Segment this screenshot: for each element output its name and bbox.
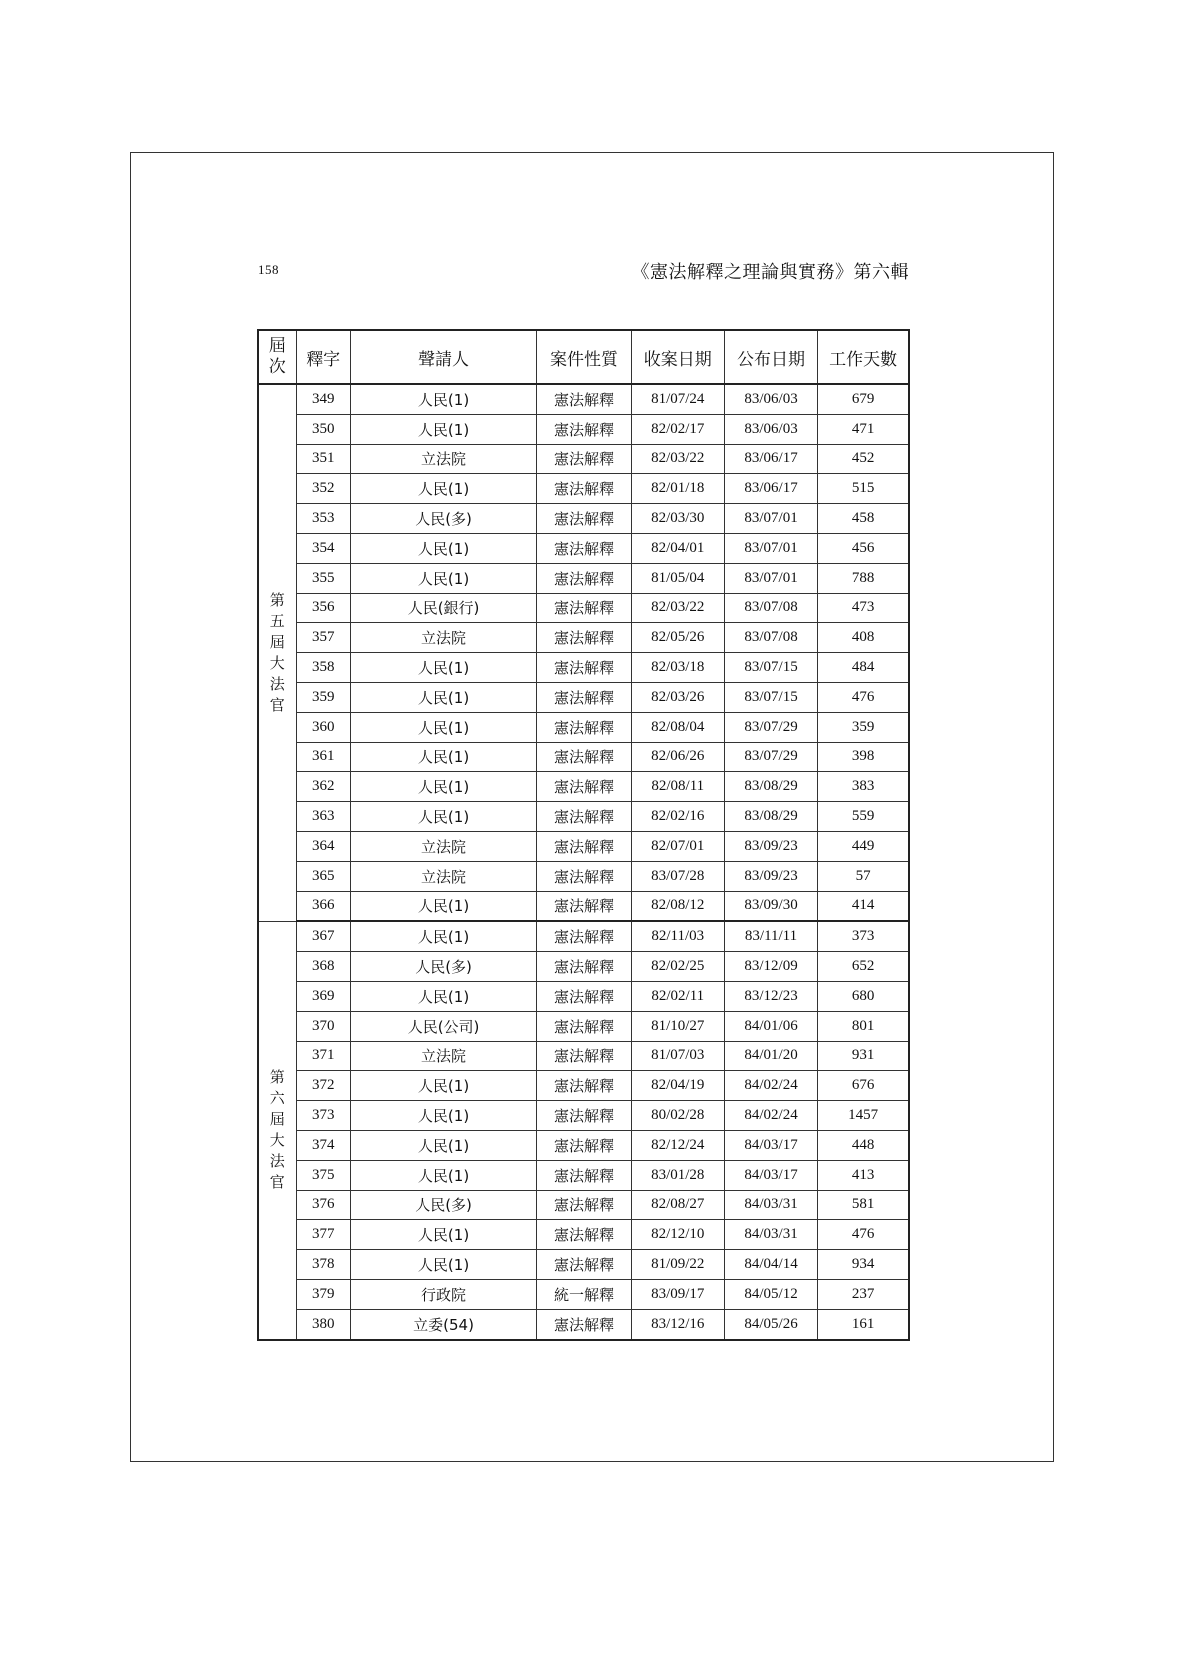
cell-received: 82/08/12 [631, 891, 724, 921]
table-row [258, 1190, 909, 1220]
cell-case-type: 憲法解釋 [537, 414, 631, 444]
cell-no: 355 [296, 563, 350, 593]
cell-received: 81/05/04 [631, 563, 724, 593]
table-row [258, 623, 909, 653]
cell-received: 82/02/17 [631, 414, 724, 444]
cell-no: 377 [296, 1220, 350, 1250]
cell-published: 83/06/03 [724, 414, 817, 444]
table-row [258, 742, 909, 772]
cell-days: 408 [818, 623, 909, 653]
table-row [258, 952, 909, 982]
cell-days: 1457 [818, 1101, 909, 1131]
cell-no: 357 [296, 623, 350, 653]
cell-published: 83/12/23 [724, 981, 817, 1011]
cell-days: 581 [818, 1190, 909, 1220]
cell-days: 161 [818, 1309, 909, 1339]
cell-case-type: 憲法解釋 [537, 981, 631, 1011]
cell-published: 84/03/31 [724, 1190, 817, 1220]
cell-no: 349 [296, 384, 350, 414]
cell-no: 370 [296, 1011, 350, 1041]
cell-published: 83/09/23 [724, 831, 817, 861]
cell-case-type: 憲法解釋 [537, 1190, 631, 1220]
cell-case-type: 憲法解釋 [537, 533, 631, 563]
cell-case-type: 憲法解釋 [537, 1130, 631, 1160]
cell-no: 364 [296, 831, 350, 861]
cell-days: 931 [818, 1041, 909, 1071]
cell-case-type: 憲法解釋 [537, 1041, 631, 1071]
cell-no: 359 [296, 682, 350, 712]
table-row [258, 921, 909, 951]
cell-received: 82/08/27 [631, 1190, 724, 1220]
cell-days: 515 [818, 474, 909, 504]
cell-days: 237 [818, 1279, 909, 1309]
cell-published: 83/06/17 [724, 474, 817, 504]
table-row [258, 1160, 909, 1190]
cell-case-type: 憲法解釋 [537, 563, 631, 593]
cell-days: 476 [818, 682, 909, 712]
cell-no: 372 [296, 1071, 350, 1101]
table-row [258, 891, 909, 921]
cell-petitioner: 立委(54) [350, 1309, 537, 1339]
table-header-row [258, 330, 909, 384]
table-row [258, 384, 909, 414]
table-row [258, 1011, 909, 1041]
cell-petitioner: 立法院 [350, 861, 537, 891]
cell-received: 82/02/25 [631, 952, 724, 982]
term-cell [258, 384, 296, 921]
cell-received: 81/07/24 [631, 384, 724, 414]
header-case-type: 案件性質 [537, 330, 631, 384]
cell-days: 383 [818, 772, 909, 802]
cell-case-type: 憲法解釋 [537, 593, 631, 623]
cell-petitioner: 人民(多) [350, 504, 537, 534]
cell-days: 679 [818, 384, 909, 414]
cell-received: 83/01/28 [631, 1160, 724, 1190]
cell-case-type: 憲法解釋 [537, 682, 631, 712]
cell-published: 84/04/14 [724, 1250, 817, 1280]
table-row [258, 1041, 909, 1071]
cell-case-type: 憲法解釋 [537, 831, 631, 861]
table-row [258, 1071, 909, 1101]
cell-no: 366 [296, 891, 350, 921]
cell-case-type: 憲法解釋 [537, 384, 631, 414]
cell-days: 473 [818, 593, 909, 623]
cell-petitioner: 人民(1) [350, 414, 537, 444]
cell-case-type: 憲法解釋 [537, 444, 631, 474]
cell-no: 379 [296, 1279, 350, 1309]
cell-received: 82/06/26 [631, 742, 724, 772]
cell-days: 414 [818, 891, 909, 921]
cell-case-type: 憲法解釋 [537, 1250, 631, 1280]
cell-petitioner: 行政院 [350, 1279, 537, 1309]
page-number: 158 [258, 262, 279, 277]
cell-no: 371 [296, 1041, 350, 1071]
cell-case-type: 憲法解釋 [537, 891, 631, 921]
header-petitioner: 聲請人 [350, 330, 537, 384]
cell-received: 83/09/17 [631, 1279, 724, 1309]
cell-received: 82/12/24 [631, 1130, 724, 1160]
cell-no: 350 [296, 414, 350, 444]
cell-petitioner: 人民(1) [350, 772, 537, 802]
cell-days: 484 [818, 653, 909, 683]
cell-received: 82/08/11 [631, 772, 724, 802]
cell-published: 84/05/12 [724, 1279, 817, 1309]
cell-days: 452 [818, 444, 909, 474]
cell-published: 84/03/17 [724, 1130, 817, 1160]
cell-no: 374 [296, 1130, 350, 1160]
cell-no: 369 [296, 981, 350, 1011]
cell-days: 448 [818, 1130, 909, 1160]
cell-received: 82/08/04 [631, 712, 724, 742]
cell-case-type: 憲法解釋 [537, 1160, 631, 1190]
header-received: 收案日期 [631, 330, 724, 384]
cell-published: 83/08/29 [724, 802, 817, 832]
cell-case-type: 憲法解釋 [537, 742, 631, 772]
cell-no: 373 [296, 1101, 350, 1131]
table-row [258, 1130, 909, 1160]
cell-case-type: 憲法解釋 [537, 772, 631, 802]
cell-petitioner: 人民(1) [350, 981, 537, 1011]
cell-case-type: 憲法解釋 [537, 1071, 631, 1101]
cell-no: 380 [296, 1309, 350, 1339]
cell-published: 83/06/03 [724, 384, 817, 414]
cell-received: 83/12/16 [631, 1309, 724, 1339]
interpretation-table [257, 329, 910, 1341]
cell-no: 362 [296, 772, 350, 802]
cell-no: 358 [296, 653, 350, 683]
cell-petitioner: 人民(1) [350, 712, 537, 742]
cell-no: 368 [296, 952, 350, 982]
cell-published: 83/07/01 [724, 533, 817, 563]
header-no: 釋字 [296, 330, 350, 384]
cell-received: 82/02/16 [631, 802, 724, 832]
cell-published: 83/12/09 [724, 952, 817, 982]
cell-published: 83/11/11 [724, 921, 817, 951]
table-row [258, 533, 909, 563]
table-row [258, 1101, 909, 1131]
cell-petitioner: 人民(1) [350, 384, 537, 414]
cell-petitioner: 立法院 [350, 623, 537, 653]
cell-petitioner: 立法院 [350, 444, 537, 474]
cell-published: 83/07/15 [724, 682, 817, 712]
cell-published: 83/07/15 [724, 653, 817, 683]
cell-petitioner: 人民(多) [350, 1190, 537, 1220]
cell-no: 363 [296, 802, 350, 832]
table-body [258, 384, 909, 1340]
cell-petitioner: 人民(1) [350, 742, 537, 772]
cell-petitioner: 人民(公司) [350, 1011, 537, 1041]
cell-days: 652 [818, 952, 909, 982]
cell-case-type: 憲法解釋 [537, 952, 631, 982]
table-row [258, 831, 909, 861]
cell-petitioner: 人民(1) [350, 653, 537, 683]
table-row [258, 1250, 909, 1280]
cell-petitioner: 人民(銀行) [350, 593, 537, 623]
cell-days: 398 [818, 742, 909, 772]
cell-petitioner: 人民(多) [350, 952, 537, 982]
table-row [258, 653, 909, 683]
cell-received: 82/04/19 [631, 1071, 724, 1101]
cell-days: 458 [818, 504, 909, 534]
cell-case-type: 憲法解釋 [537, 504, 631, 534]
cell-days: 934 [818, 1250, 909, 1280]
cell-days: 359 [818, 712, 909, 742]
cell-no: 352 [296, 474, 350, 504]
cell-no: 354 [296, 533, 350, 563]
term-label: 第六屆大法官 [269, 1068, 285, 1192]
table-row [258, 712, 909, 742]
cell-no: 365 [296, 861, 350, 891]
cell-days: 788 [818, 563, 909, 593]
table-row [258, 772, 909, 802]
cell-received: 82/11/03 [631, 921, 724, 951]
cell-petitioner: 人民(1) [350, 1220, 537, 1250]
header-days: 工作天數 [818, 330, 909, 384]
cell-received: 83/07/28 [631, 861, 724, 891]
term-label: 第五屆大法官 [269, 590, 285, 714]
cell-received: 81/09/22 [631, 1250, 724, 1280]
cell-case-type: 憲法解釋 [537, 921, 631, 951]
cell-received: 81/07/03 [631, 1041, 724, 1071]
table-row [258, 414, 909, 444]
header-published: 公布日期 [724, 330, 817, 384]
cell-petitioner: 人民(1) [350, 1130, 537, 1160]
cell-days: 476 [818, 1220, 909, 1250]
table-row [258, 474, 909, 504]
cell-no: 356 [296, 593, 350, 623]
cell-petitioner: 人民(1) [350, 682, 537, 712]
cell-received: 82/01/18 [631, 474, 724, 504]
cell-published: 84/01/20 [724, 1041, 817, 1071]
cell-days: 413 [818, 1160, 909, 1190]
cell-days: 57 [818, 861, 909, 891]
table-row [258, 504, 909, 534]
cell-received: 82/03/22 [631, 593, 724, 623]
cell-no: 376 [296, 1190, 350, 1220]
cell-petitioner: 人民(1) [350, 1160, 537, 1190]
cell-petitioner: 立法院 [350, 831, 537, 861]
header-term: 屆次 [258, 330, 296, 384]
cell-no: 351 [296, 444, 350, 474]
cell-received: 82/04/01 [631, 533, 724, 563]
table-row [258, 802, 909, 832]
cell-case-type: 憲法解釋 [537, 1011, 631, 1041]
cell-published: 83/07/01 [724, 563, 817, 593]
cell-no: 353 [296, 504, 350, 534]
table-row [258, 593, 909, 623]
cell-petitioner: 人民(1) [350, 802, 537, 832]
cell-published: 83/06/17 [724, 444, 817, 474]
cell-published: 83/07/29 [724, 742, 817, 772]
cell-case-type: 憲法解釋 [537, 1220, 631, 1250]
cell-petitioner: 立法院 [350, 1041, 537, 1071]
term-cell [258, 921, 296, 1339]
table-row [258, 861, 909, 891]
cell-days: 559 [818, 802, 909, 832]
cell-no: 378 [296, 1250, 350, 1280]
cell-petitioner: 人民(1) [350, 921, 537, 951]
cell-petitioner: 人民(1) [350, 474, 537, 504]
table-row [258, 1220, 909, 1250]
cell-published: 83/09/23 [724, 861, 817, 891]
cell-published: 83/07/29 [724, 712, 817, 742]
table-row [258, 1279, 909, 1309]
cell-received: 82/05/26 [631, 623, 724, 653]
cell-received: 82/07/01 [631, 831, 724, 861]
cell-case-type: 憲法解釋 [537, 474, 631, 504]
cell-published: 83/07/08 [724, 593, 817, 623]
cell-case-type: 憲法解釋 [537, 653, 631, 683]
cell-published: 84/03/31 [724, 1220, 817, 1250]
cell-days: 801 [818, 1011, 909, 1041]
cell-case-type: 統一解釋 [537, 1279, 631, 1309]
cell-days: 676 [818, 1071, 909, 1101]
cell-case-type: 憲法解釋 [537, 712, 631, 742]
cell-no: 360 [296, 712, 350, 742]
cell-no: 375 [296, 1160, 350, 1190]
cell-no: 367 [296, 921, 350, 951]
cell-petitioner: 人民(1) [350, 1071, 537, 1101]
cell-case-type: 憲法解釋 [537, 802, 631, 832]
cell-published: 83/07/08 [724, 623, 817, 653]
table-row [258, 981, 909, 1011]
cell-published: 83/07/01 [724, 504, 817, 534]
cell-petitioner: 人民(1) [350, 1250, 537, 1280]
table-row [258, 563, 909, 593]
cell-received: 82/02/11 [631, 981, 724, 1011]
cell-received: 81/10/27 [631, 1011, 724, 1041]
cell-days: 680 [818, 981, 909, 1011]
cell-received: 80/02/28 [631, 1101, 724, 1131]
cell-days: 449 [818, 831, 909, 861]
cell-published: 84/02/24 [724, 1101, 817, 1131]
running-head: 《憲法解釋之理論與實務》第六輯 [631, 262, 909, 283]
table-row [258, 1309, 909, 1339]
cell-received: 82/03/22 [631, 444, 724, 474]
cell-case-type: 憲法解釋 [537, 1101, 631, 1131]
cell-published: 84/03/17 [724, 1160, 817, 1190]
cell-petitioner: 人民(1) [350, 891, 537, 921]
cell-published: 84/02/24 [724, 1071, 817, 1101]
cell-days: 456 [818, 533, 909, 563]
table-row [258, 444, 909, 474]
cell-petitioner: 人民(1) [350, 533, 537, 563]
cell-published: 83/09/30 [724, 891, 817, 921]
table-row [258, 682, 909, 712]
cell-days: 373 [818, 921, 909, 951]
cell-received: 82/03/26 [631, 682, 724, 712]
cell-petitioner: 人民(1) [350, 563, 537, 593]
cell-case-type: 憲法解釋 [537, 623, 631, 653]
cell-received: 82/03/30 [631, 504, 724, 534]
cell-received: 82/03/18 [631, 653, 724, 683]
cell-petitioner: 人民(1) [350, 1101, 537, 1131]
cell-received: 82/12/10 [631, 1220, 724, 1250]
cell-no: 361 [296, 742, 350, 772]
cell-published: 83/08/29 [724, 772, 817, 802]
cell-published: 84/01/06 [724, 1011, 817, 1041]
cell-days: 471 [818, 414, 909, 444]
cell-case-type: 憲法解釋 [537, 861, 631, 891]
cell-published: 84/05/26 [724, 1309, 817, 1339]
cell-case-type: 憲法解釋 [537, 1309, 631, 1339]
